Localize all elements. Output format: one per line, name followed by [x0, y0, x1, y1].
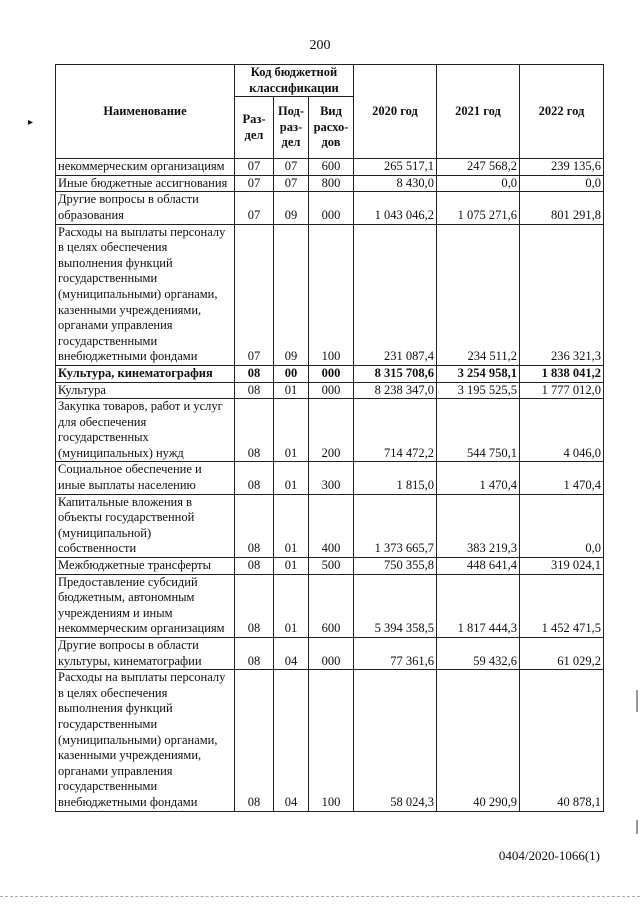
- table-row: [56, 159, 604, 176]
- row-podrazdel: 09: [274, 224, 309, 365]
- row-value-2022: 4 046,0: [520, 399, 604, 462]
- row-vid: 000: [309, 192, 354, 224]
- row-name: Межбюджетные трансферты: [56, 558, 235, 575]
- row-value-2021: 59 432,6: [437, 638, 520, 670]
- document-code: 0404/2020-1066(1): [498, 848, 600, 863]
- row-name: Социальное обеспечение и иные выплаты населению: [56, 462, 235, 494]
- row-value-2022: 801 291,8: [520, 192, 604, 224]
- row-value-2020: 714 472,2: [354, 399, 437, 462]
- row-value-2022: 1 777 012,0: [520, 382, 604, 399]
- row-value-2022: 1 470,4: [520, 462, 604, 494]
- row-name: Капитальные вложения в объекты государственной (муниципальной) собственности: [56, 494, 235, 557]
- row-value-2021: 1 470,4: [437, 462, 520, 494]
- row-vid: 100: [309, 670, 354, 811]
- table-row: [56, 192, 604, 224]
- row-value-2021: 3 195 525,5: [437, 382, 520, 399]
- row-vid: 600: [309, 159, 354, 176]
- row-value-2022: 319 024,1: [520, 558, 604, 575]
- row-vid: 400: [309, 494, 354, 557]
- table-row: [56, 399, 604, 462]
- row-value-2022: 1 452 471,5: [520, 574, 604, 637]
- row-podrazdel: 09: [274, 192, 309, 224]
- row-vid: 800: [309, 175, 354, 192]
- table-row: [56, 638, 604, 670]
- row-razdel: 07: [235, 192, 274, 224]
- table-row: [56, 494, 604, 557]
- row-value-2020: 8 238 347,0: [354, 382, 437, 399]
- row-podrazdel: 01: [274, 399, 309, 462]
- row-razdel: 08: [235, 382, 274, 399]
- table-row: [56, 462, 604, 494]
- row-podrazdel: 04: [274, 670, 309, 811]
- table-row: [56, 175, 604, 192]
- row-value-2022: 40 878,1: [520, 670, 604, 811]
- row-name: некоммерческим организациям: [56, 159, 235, 176]
- row-razdel: 07: [235, 224, 274, 365]
- row-vid: 300: [309, 462, 354, 494]
- row-value-2021: 448 641,4: [437, 558, 520, 575]
- row-value-2020: 1 815,0: [354, 462, 437, 494]
- row-value-2020: 58 024,3: [354, 670, 437, 811]
- row-vid: 200: [309, 399, 354, 462]
- row-vid: 000: [309, 382, 354, 399]
- header-2020: 2020 год: [354, 65, 437, 159]
- row-value-2021: 234 511,2: [437, 224, 520, 365]
- row-razdel: 08: [235, 399, 274, 462]
- row-podrazdel: 01: [274, 558, 309, 575]
- row-value-2020: 1 043 046,2: [354, 192, 437, 224]
- row-vid: 100: [309, 224, 354, 365]
- row-value-2020: 8 315 708,6: [354, 365, 437, 382]
- row-value-2022: 236 321,3: [520, 224, 604, 365]
- row-podrazdel: 01: [274, 574, 309, 637]
- header-podrazdel: Под- раз- дел: [274, 97, 309, 159]
- row-value-2021: 247 568,2: [437, 159, 520, 176]
- row-vid: 000: [309, 365, 354, 382]
- row-value-2022: 1 838 041,2: [520, 365, 604, 382]
- row-vid: 600: [309, 574, 354, 637]
- row-razdel: 08: [235, 462, 274, 494]
- row-name: Расходы на выплаты персоналу в целях обеспечения выполнения функций государственными (муниципальными) органами, казенными учреждениями, органами управления государственными внебюджетными фондами: [56, 224, 235, 365]
- header-code-group: Код бюджетной классификации: [235, 65, 354, 97]
- header-vid: Вид расхо- дов: [309, 97, 354, 159]
- row-razdel: 08: [235, 558, 274, 575]
- row-podrazdel: 01: [274, 462, 309, 494]
- row-value-2022: 0,0: [520, 494, 604, 557]
- row-podrazdel: 01: [274, 494, 309, 557]
- header-razdel: Раз- дел: [235, 97, 274, 159]
- row-podrazdel: 01: [274, 382, 309, 399]
- row-value-2021: 544 750,1: [437, 399, 520, 462]
- table-row: [56, 574, 604, 637]
- margin-mark: ▸: [28, 117, 34, 128]
- row-value-2022: 239 135,6: [520, 159, 604, 176]
- row-name: Иные бюджетные ассигнования: [56, 175, 235, 192]
- scan-edge-mark: [636, 820, 638, 834]
- table-row: [56, 558, 604, 575]
- table-row: [56, 382, 604, 399]
- row-podrazdel: 07: [274, 175, 309, 192]
- row-name: Культура, кинематография: [56, 365, 235, 382]
- row-value-2020: 1 373 665,7: [354, 494, 437, 557]
- row-razdel: 08: [235, 574, 274, 637]
- row-value-2020: 8 430,0: [354, 175, 437, 192]
- page-number: 200: [309, 38, 331, 53]
- table-body: [56, 159, 604, 811]
- row-value-2021: 383 219,3: [437, 494, 520, 557]
- row-value-2020: 231 087,4: [354, 224, 437, 365]
- row-vid: 500: [309, 558, 354, 575]
- row-value-2020: 5 394 358,5: [354, 574, 437, 637]
- header-name: Наименование: [56, 65, 235, 159]
- row-razdel: 08: [235, 494, 274, 557]
- row-razdel: 07: [235, 175, 274, 192]
- row-value-2021: 1 075 271,6: [437, 192, 520, 224]
- row-value-2021: 0,0: [437, 175, 520, 192]
- row-name: Другие вопросы в области образования: [56, 192, 235, 224]
- row-podrazdel: 04: [274, 638, 309, 670]
- scan-edge-mark: [636, 690, 638, 712]
- row-value-2021: 3 254 958,1: [437, 365, 520, 382]
- row-value-2022: 61 029,2: [520, 638, 604, 670]
- row-name: Закупка товаров, работ и услуг для обеспечения государственных (муниципальных) нужд: [56, 399, 235, 462]
- row-name: Расходы на выплаты персоналу в целях обеспечения выполнения функций государственными (муниципальными) органами, казенными учреждениями, органами управления государственными внебюджетными фондами: [56, 670, 235, 811]
- header-2021: 2021 год: [437, 65, 520, 159]
- row-vid: 000: [309, 638, 354, 670]
- row-name: Другие вопросы в области культуры, кинематографии: [56, 638, 235, 670]
- table-row: [56, 670, 604, 811]
- page-bottom-line: [0, 896, 640, 897]
- header-2022: 2022 год: [520, 65, 604, 159]
- budget-table: [55, 64, 604, 812]
- row-value-2021: 1 817 444,3: [437, 574, 520, 637]
- row-value-2022: 0,0: [520, 175, 604, 192]
- table-row: [56, 365, 604, 382]
- table-row: [56, 224, 604, 365]
- row-podrazdel: 07: [274, 159, 309, 176]
- row-razdel: 08: [235, 670, 274, 811]
- row-name: Предоставление субсидий бюджетным, автономным учреждениям и иным некоммерческим организациям: [56, 574, 235, 637]
- row-value-2020: 77 361,6: [354, 638, 437, 670]
- row-razdel: 08: [235, 365, 274, 382]
- row-value-2021: 40 290,9: [437, 670, 520, 811]
- row-razdel: 08: [235, 638, 274, 670]
- row-value-2020: 265 517,1: [354, 159, 437, 176]
- row-razdel: 07: [235, 159, 274, 176]
- row-podrazdel: 00: [274, 365, 309, 382]
- row-name: Культура: [56, 382, 235, 399]
- row-value-2020: 750 355,8: [354, 558, 437, 575]
